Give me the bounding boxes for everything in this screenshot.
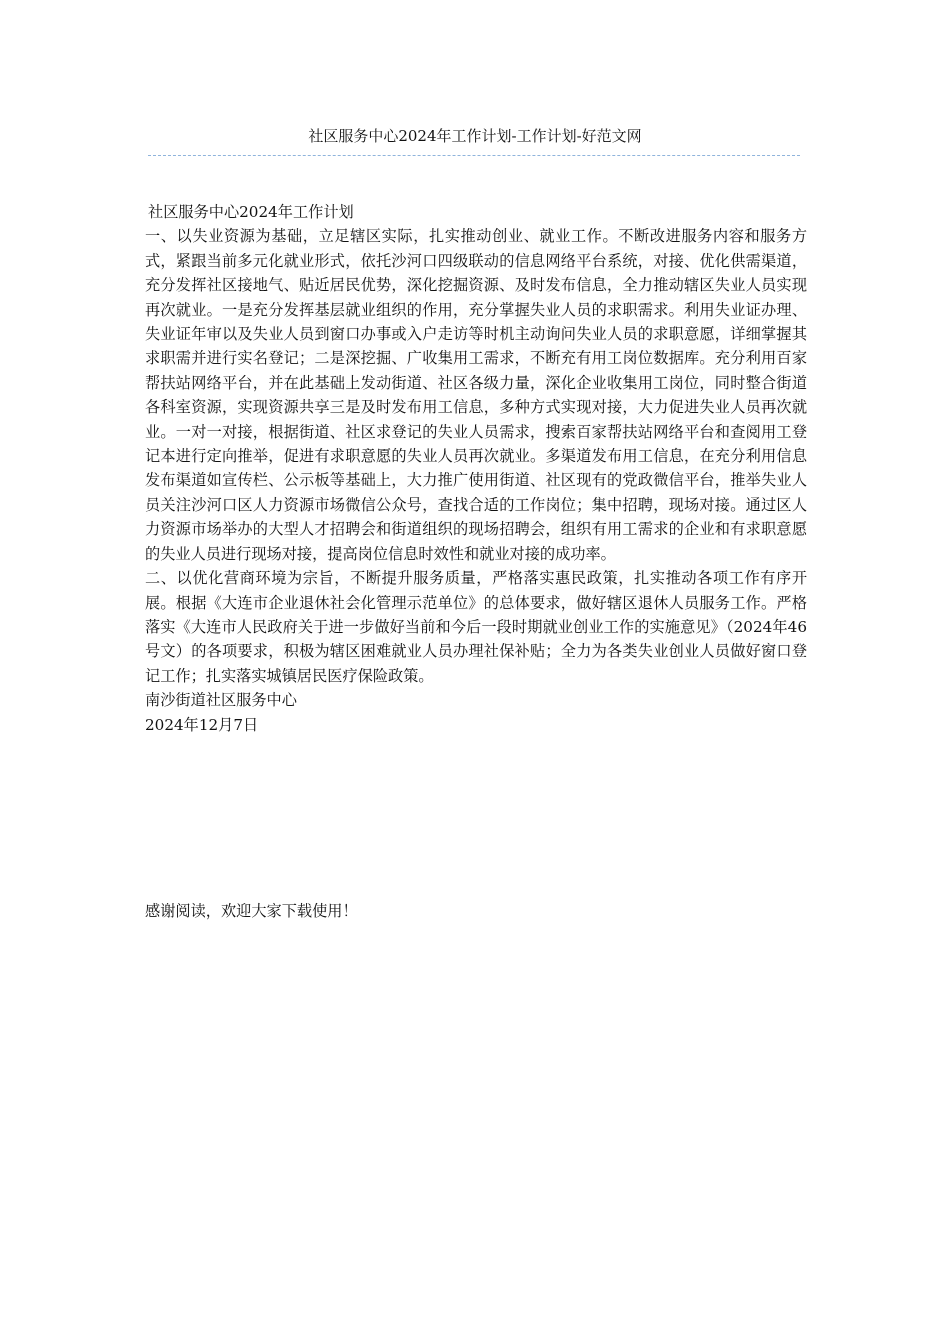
paragraph-2: 二、以优化营商环境为宗旨，不断提升服务质量，严格落实惠民政策，扎实推动各项工作有序开展。根据《大连市企业退休社会化管理示范单位》的总体要求，做好辖区退休人员服务工作。严格落实《大连市人民政府关于进一步做好当前和今后一段时期就业创业工作的实施意见》（2024年46号文）的各项要求，积极为辖区困难就业人员办理社保补贴；全力为各类失业创业人员做好窗口登记工作；扎实落实城镇居民医疗保险政策。 [145,569,807,685]
page-header-title: 社区服务中心2024年工作计划-工作计划-好范文网 [308,127,642,145]
signature-date: 2024年12月7日 [145,715,259,734]
header-dashed-divider [148,155,800,156]
signature-organization: 南沙街道社区服务中心 [145,691,297,710]
paragraph-1: 一、以失业资源为基础，立足辖区实际，扎实推动创业、就业工作。不断改进服务内容和服务方式，紧跟当前多元化就业形式，依托沙河口四级联动的信息网络平台系统，对接、优化供需渠道，充分发挥社区接地气、贴近居民优势，深化挖掘资源、及时发布信息，全力推动辖区失业人员实现再次就业。一是充分发挥基层就业组织的作用，充分掌握失业人员的求职需求。利用失业证办理、失业证年审以及失业人员到窗口办事或入户走访等时机主动询问失业人员的求职意愿，详细掌握其求职需并进行实名登记；二是深挖掘、广收集用工需求，不断充有用工岗位数据库。充分利用百家帮扶站网络平台，并在此基础上发动街道、社区各级力量，深化企业收集用工岗位，同时整合街道各科室资源，实现资源共享三是及时发布用工信息，多种方式实现对接，大力促进失业人员再次就业。一对一对接，根据街道、社区求登记的失业人员需求，搜索百家帮扶站网络平台和查阅用工登记本进行定向推举，促进有求职意愿的失业人员再次就业。多渠道发布用工信息，在充分利用信息发布渠道如宣传栏、公示板等基础上，大力推广使用街道、社区现有的党政微信平台，推举失业人员关注沙河口区人力资源市场微信公众号，查找合适的工作岗位；集中招聘，现场对接。通过区人力资源市场举办的大型人才招聘会和街道组织的现场招聘会，组织有用工需求的企业和有求职意愿的失业人员进行现场对接，提高岗位信息时效性和就业对接的成功率。 [145,227,807,563]
document-title: 社区服务中心2024年工作计划 [148,203,354,221]
document-body [145,200,807,737]
closing-thanks: 感谢阅读，欢迎大家下载使用！ [145,902,358,920]
